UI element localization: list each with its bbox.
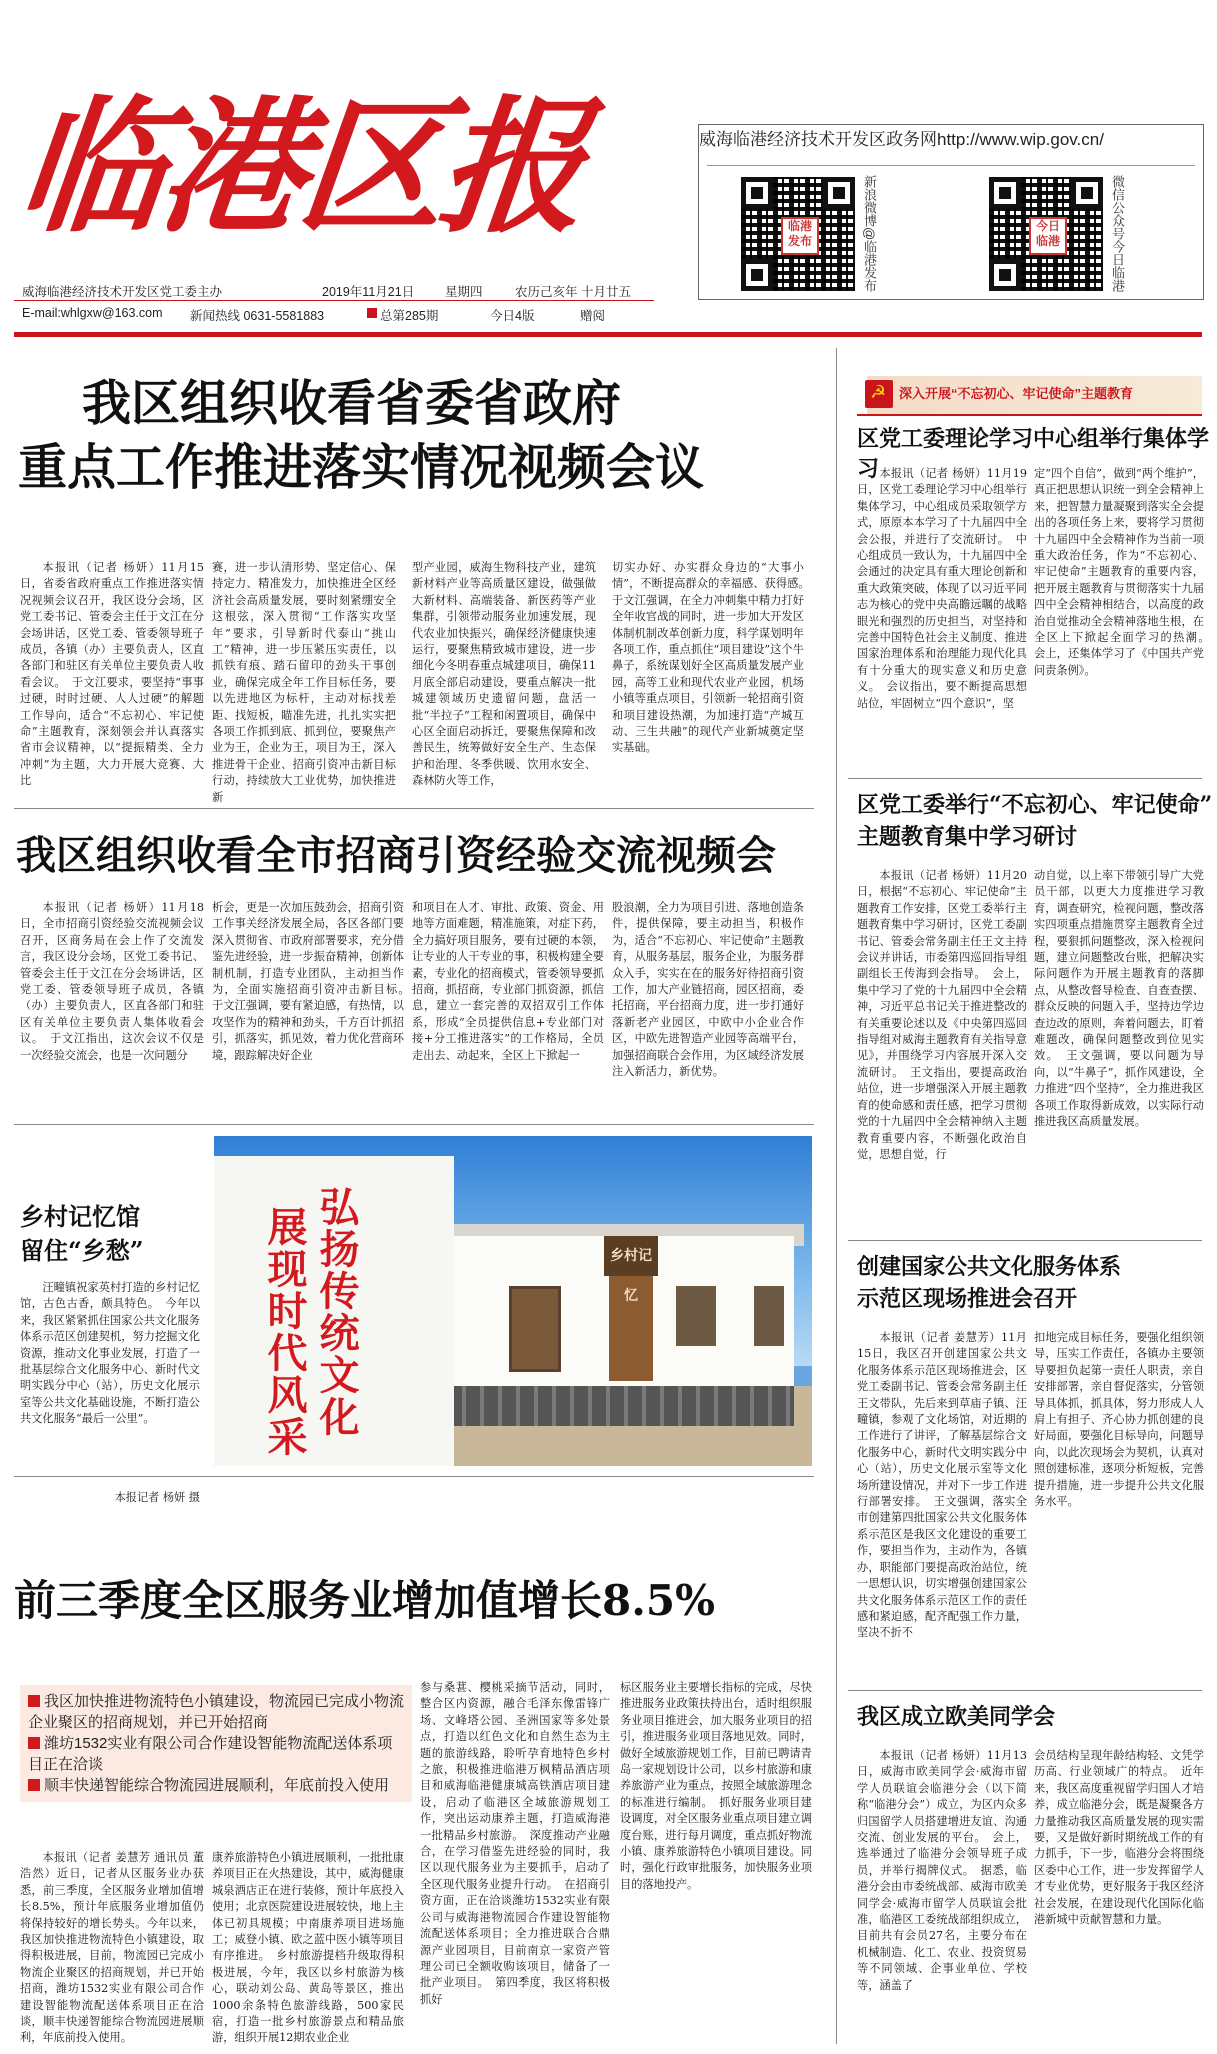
gov-site-box xyxy=(698,124,1204,300)
photo-slogan-left: 展现时代风采 xyxy=(261,1206,308,1458)
publisher-org: 威海临港经济技术开发区党工委主办 xyxy=(22,285,223,299)
photo-slogan-right: 弘扬传统文化 xyxy=(313,1186,360,1438)
issue-date: 2019年11月21日 xyxy=(322,285,415,299)
sidebar-article4-column: 会员结构呈现年龄结构轻、文凭学历高、行业领域广的特点。 近年来，我区高度重视留学归国人才培养，成立临港分会，既是凝聚各方力量推动我区高质量发展的现实需要，又是做好新时期统战工作的有力抓手，下一步，临港分会将围绕区委中心工作，进一步发挥留学人才专业优势，更好服务于我区经济社会发展，在建设现代化国际化临港新城中贡献智慧和力量。 xyxy=(1034,1749,1204,1927)
sidebar-article4-column: 本报讯（记者 杨妍）11月13日，威海市欧美同学会·威海市留学人员联谊会临港分会（以下简称“临港分会”）成立，为区内众多归国留学人员搭建增进友谊、沟通交流、创业发展的平台。 会上，选举通过了临港分会领导班子成员，并举行揭牌仪式。 据悉，临港分会由市委统战部、威海市欧美同学会·威海市留学人员联谊会批准，临港区工委统战部组织成立，目前共有会员27名，主要分布在机械制造、化工、农业、投资贸易等不同领域、企事业单位、学校等，涵盖了 xyxy=(857,1749,1027,1992)
article2-column: 和项目在人才、审批、政策、资金、用地等方面难题，精准施策，对症下药，全力搞好项目服务，要有过硬的本领，让专业的人干专业的事，积极构建全要素，专业化的招商模式，管委领导要抓招商，抓招商，专业部门抓资源，抓信息，建立一套完善的双招双引工作体系，形成“全员提供信息+专业部门对接+分工推进落实”的工作格局，全员走出去、动起来，全区上下掀起一 xyxy=(412,901,604,1062)
sidebar-article2-headline-line1[interactable]: 区党工委举行“不忘初心、牢记使命” xyxy=(857,792,1213,818)
article1-headline-line1[interactable]: 我区组织收看省委省政府 xyxy=(82,374,622,432)
sidebar-article3-column: 本报讯（记者 姜慧芳）11月15日，我区召开创建国家公共文化服务体系示范区现场推进会，区党工委副书记、管委会常务副主任王文带队，先后来到草庙子镇、汪疃镇，参观了文化场馆，对近期的工作进行了讲评，了解基层综合文化服务中心，新时代文明实践分中心（站），历史文化展示室等文化场所建设情况，并对下一步工作进行部署安排。 王文强调，落实全市创建第四批国家公共文化服务体系示范区是我区文化建设的重要工作，要担当作为，主动作为，各镇办，职能部门要提高政治站位，统一思想认识，切实增强创建国家公共文化服务体系示范区工作的责任感和紧迫感，配齐配强工作力量，坚决不折不 xyxy=(857,1331,1027,1640)
sidebar-divider xyxy=(848,778,1202,779)
article1-column: 型产业园，威海生物科技产业，建筑新材料产业等高质量区建设，做强做大新材料、高端装备、新医药等产业集群，引领带动服务业加速发展，现代农业加快振兴，确保经济健康快速运行，要聚焦精致城市建设，进一步细化今冬明春重点城建项目，确保11月底全部启动建设，要重点解决一批城建领域历史遗留问题，盘活一批“半拉子”工程和闲置项目，确保中心区全面启动拆迁，要聚焦保障和改善民生，统筹做好安全生产、生态保护和治理、冬季供暖、饮用水安全、森林防火等工作， xyxy=(412,561,596,788)
bullet-square-icon xyxy=(28,1695,40,1707)
wechat-qr-caption: 微信公众号今日临港 xyxy=(1110,175,1125,292)
sidebar-article2-column: 本报讯（记者 杨妍）11月20日，根据“不忘初心、牢记使命”主题教育工作安排，区党工委举行主题教育集中学习研讨，区党工委副书记、管委会常务副主任王文主持会议并讲话，市委第四巡回指导组副组长王传海到会指导。 会上，集中学习了党的十九届四中全会精神，习近平总书记关于推进整改的有关重要论述以及《中央第四巡回指导组对威海主题教育有关指导意见》，并围绕学习内容展开深入交流研讨。 王文指出，要提高政治站位，进一步增强深入开展主题教育的使命感和责任感，把学习贯彻党的十九届四中全会精神纳入主题教育重要内容，不断强化政治自觉，思想自觉，行 xyxy=(857,869,1027,1161)
article2-column: 析会，更是一次加压鼓劲会，招商引资工作事关经济发展全局，各区各部门要深入贯彻省、市政府部署要求，充分借鉴先进经验，进一步振奋精神，创新体制机制，打造专业团队，主动担当作为，全面实施招商引资冲击新目标。 于文江强调，要有紧迫感，有热情，以攻坚作为的精神和劲头，千方百计抓招引，抓落实，抓见效，着力优化营商环境，跟踪解决好企业 xyxy=(212,901,416,1062)
sidebar-article3-headline-line2[interactable]: 示范区现场推进会召开 xyxy=(857,1286,1078,1312)
sidebar-article1-headline[interactable]: 区党工委理论学习中心组举行集体学习 xyxy=(857,426,1210,482)
photo-feature-title-line1: 乡村记忆馆 xyxy=(20,1202,140,1231)
house-plaque: 乡村记忆 xyxy=(604,1236,658,1276)
sidebar-article1-column: 本报讯（记者 杨妍）11月19日，区党工委理论学习中心组举行集体学习，中心组成员采取领学方式，原原本本学习了十九届四中全会公报，并进行了交流研讨。 中心组成员一致认为，十九届四中全会通过的决定具有重大理论创新和重大政策突破，体现了以习近平同志为核心的党中央高瞻远瞩的战略眼光和强烈的历史担当，对坚持和完善中国特色社会主义制度、推进国家治理体系和治理能力现代化具有十分重大的现实意义和历史意义。 会议指出，要不断提高思想站位，牢固树立“四个意识”，坚 xyxy=(857,467,1027,710)
photo-feature-title-line2: 留住“乡愁” xyxy=(20,1236,144,1265)
article3-column: 康养旅游特色小镇进展顺利，一批批康养项目正在火热建设，其中，威海健康城泉酒店正在进行装修，预计年底投入使用；北京医院建设进展较快，地上主体已初具规模；中南康养项目进场施工；威登小镇、欧之蓝中医小镇等项目有序推进。 乡村旅游提档升级取得积极进展，今年，我区以乡村旅游为核心，联动刘公岛、黄岛等景区，推出1000余条特色旅游线路，500家民宿，打造一批乡村旅游景点和精品旅游，组织开展12期农业企业 xyxy=(212,1851,404,2045)
photo-feature-sidebar xyxy=(20,1200,200,1506)
masthead-rule xyxy=(14,332,1202,337)
sidebar-article3-headline-line1[interactable]: 创建国家公共文化服务体系 xyxy=(857,1254,1122,1280)
issue-marker-icon xyxy=(367,308,377,318)
article1-column: 赛，进一步认清形势、坚定信心、保持定力、精准发力，加快推进全区经济社会高质量发展，要时刻紧绷安全这根弦，深入贯彻“工作落实攻坚年”要求，引导新时代泰山“挑山工”精神，进一步压紧压实责任，以抓铁有痕、踏石留印的劲头干事创业，确保完成全年工作目标任务，要以先进地区为标杆，主动对标找差距、找短板，瞄准先进，扎扎实实把各项工作抓到底、抓到位，要聚焦产业为王，企业为王，项目为王，深入推进骨干企业、招商引资冲击新目标行动，持续放大工业优势，加快推进新 xyxy=(212,561,396,804)
sidebar-divider xyxy=(848,1690,1202,1691)
weibo-qr-logo: 临港发布 xyxy=(781,217,819,255)
wechat-qr-logo: 今日临港 xyxy=(1029,217,1067,255)
sidebar-divider xyxy=(848,1240,1202,1241)
gov-site-url[interactable]: 威海临港经济技术开发区政务网http://www.wip.gov.cn/ xyxy=(699,130,1104,149)
sidebar-article2-column: 动自觉，以上率下带领引导广大党员干部，以更大力度推进学习教育，调查研究，检视问题，整改落实四项重点措施贯穿主题教育全过程，要狠抓问题整改，深入检视问题，建立问题整改台账，把解决实际问题作为开展主题教育的落脚点，从整改督导检查、自查查摆、群众反映的问题入手，坚持边学边查边改的原则，奔着问题去，盯着难题改，确保问题整改到位见实效。 王文强调，要以问题为导向，以“牛鼻子”，抓作风建设，全力推进“四个坚持”，全力推进我区各项工作取得新成效，以实际行动推进我区高质量发展。 xyxy=(1034,869,1204,1129)
issue-weekday: 星期四 xyxy=(445,285,483,299)
news-hotline: 新闻热线 0631-5581883 xyxy=(190,309,325,323)
article2-column: 本报讯（记者 杨妍）11月18日，全市招商引资经验交流视频会议召开，区商务局在会上作了交流发言，我区设分会场，区党工委书记、管委会主任于文江在分会场讲话，区党工委、管委领导班子成员，各镇（办）主要负责人，区直各部门和驻区有关单位主要负责人集体收看会议。 于文江指出，这次会议不仅是一次经验交流会，也是一次问题分 xyxy=(20,901,204,1062)
article3-highlights xyxy=(20,1685,412,1802)
issue-number: 总第285期 xyxy=(380,309,439,323)
page-count: 今日4版 xyxy=(490,309,535,323)
newspaper-title: 临港区报 xyxy=(11,82,590,253)
photo-credit: 本报记者 杨妍 摄 xyxy=(114,1491,200,1504)
weibo-qr-caption: 新浪微博@临港发布 xyxy=(862,175,877,293)
article3-column: 本报讯（记者 姜慧芳 通讯员 董浩然）近日，记者从区服务业办获悉，前三季度，全区服务业增加值增长8.5%，预计年底服务业增加值仍将保持较好的增长势头。今年以来，我区加快推进物流特色小镇建设，取得积极进展，目前，物流园已完成小物流企业聚区的招商规划，并已开始招商，潍坊1532实业有限公司合作建设智能物流配送体系项目正在洽谈，顺丰快递智能综合物流园进展顺利，年底前投入使用。 xyxy=(20,1851,204,2045)
weibo-qr-code[interactable] xyxy=(741,177,855,291)
highlight-item: 顺丰快递智能综合物流园进展顺利，年底前投入使用 xyxy=(28,1775,404,1796)
highlight-item: 我区加快推进物流特色小镇建设，物流园已完成小物流企业聚区的招商规划，并已开始招商 xyxy=(28,1693,405,1731)
theme-education-banner xyxy=(857,376,1202,416)
contact-email[interactable]: E-mail:whlgxw@163.com xyxy=(22,306,163,320)
bullet-square-icon xyxy=(28,1737,40,1749)
price-label: 赠阅 xyxy=(580,309,606,323)
culture-museum-photo xyxy=(214,1136,812,1466)
wechat-qr-code[interactable] xyxy=(989,177,1103,291)
sidebar-article3-column: 扣地完成目标任务，要强化组织领导，压实工作责任，各镇办主要领导要担负起第一责任人职责，亲自安排部署，亲自督促落实，分管领导具体抓，抓具体，努力形成人人肩上有担子、齐心协力抓创建的良好局面，要强化目标导向，问题导向，以此次现场会为契机，认真对照创建标准，逐项分析短板，完善提升措施，进一步提升公共文化服务水平。 xyxy=(1034,1331,1204,1509)
sidebar-article1-column: 定“四个自信”，做到“两个维护”，真正把思想认识统一到全会精神上来，把智慧力量凝聚到落实全会提出的各项任务上来，要将学习贯彻十九届四中全会精神作为当前一项重大政治任务，作为“不忘初心、牢记使命”主题教育的重要内容，把开展主题教育与贯彻落实十九届四中全会精神相结合，以高度的政治自觉推动全会精神落地生根，在全区上下掀起全面学习的热潮。 会上，还集体学习了《中国共产党问责条例》。 xyxy=(1034,467,1216,677)
info-divider xyxy=(14,300,654,301)
article1-column: 本报讯（记者 杨妍）11月15日，省委省政府重点工作推进落实情况视频会议召开，我区设分会场，区党工委书记、管委会主任于文江在分会场讲话，区党工委、管委领导班子成员，各镇（办）主要负责人，区直各部门和驻区有关单位主要负责人收看会议。 于文江要求，要坚持“事事过硬，时时过硬、人人过硬”的解题工作导向，适合“不忘初心、牢记使命”主题教育，深刻领会并认真落实省市会议精神，以“提振精类、全力冲刺”为主题，大力开展大竞赛、大比 xyxy=(20,561,204,788)
lunar-date: 农历己亥年 十月廿五 xyxy=(515,285,631,299)
bullet-square-icon xyxy=(28,1779,40,1791)
article3-column: 标区服务业主要增长指标的完成，尽快推进服务业政策扶持出台，适时组织服务业项目推进会，加大服务业项目的招引，推进服务业项目落地见效。同时，做好全域旅游规划工作，目前已聘请青岛一家规划设计公司，以乡村旅游和康养旅游产业为重点，按照全域旅游理念的标准进行编制。 抓好服务业项目建设调度，对全区服务业重点项目建立调度台账，进行每月调度，重点抓好物流小镇、康养旅游特色小镇项目建设。同时，强化行政审批服务，加快服务业项目的落地投产。 xyxy=(620,1681,812,1891)
photo-caption: 汪疃镇祝家英村打造的乡村记忆馆，古色古香，颇具特色。 今年以来，我区紧紧抓住国家公共文化服务体系示范区创建契机，努力挖掘文化资源，推动文化事业发展，打造了一批基层综合文化服务中心、新时代文明实践分中心（站），历史文化展示室等公共文化基础设施，不断打造公共文化服务“最后一公里”。 xyxy=(20,1281,200,1426)
party-flag-icon xyxy=(865,380,893,408)
section-divider xyxy=(14,1476,814,1477)
section-divider xyxy=(14,808,814,809)
article1-headline-line2[interactable]: 重点工作推进落实情况视频会议 xyxy=(18,438,705,496)
article2-headline[interactable]: 我区组织收看全市招商引资经验交流视频会 xyxy=(16,832,776,879)
article3-headline[interactable]: 前三季度全区服务业增加值增长8.5% xyxy=(14,1576,715,1625)
sidebar-divider xyxy=(836,348,837,2044)
highlight-item: 潍坊1532实业有限公司合作建设智能物流配送体系项目正在洽谈 xyxy=(28,1735,393,1773)
sidebar-article2-headline-line2[interactable]: 主题教育集中学习研讨 xyxy=(857,824,1078,850)
section-divider xyxy=(14,1124,814,1125)
sidebar-article4-headline[interactable]: 我区成立欧美同学会 xyxy=(857,1704,1056,1730)
article3-column: 参与桑葚、樱桃采摘节活动，同时，整合区内资源，融合毛泽东像雷锋广场、文峰塔公园、圣洲国家等多处景点，打造以红色文化和自然生态为主题的旅游线路，聆听孕育地特色乡村之旅，积极推进临港万枫精品酒店项目和威海临港健康城高铁酒店项目建设，启动了临港区全域旅游规划工作，突出运动康养主题，打造威海港一批精品乡村旅游。 深度推动产业融合，在学习借鉴先进经验的同时，我区以现代服务业为主要抓手，启动了全区现代服务业提升行动。 在招商引资方面，正在洽谈潍坊1532实业有限公司与威海港物流园合作建设智能物流配送体系项目；全力推进联合合鼎源产业园项目，目前南京一家资产管理公司已全额收购该项目，储备了一批产业项目。 第四季度，我区将积极抓好 xyxy=(420,1681,610,2006)
banner-text: 深入开展“不忘初心、牢记使命”主题教育 xyxy=(899,386,1134,401)
article1-column: 切实办好、办实群众身边的“大事小情”，不断提高群众的幸福感、获得感。 于文江强调，在全力冲刺集中精力打好全年收官战的同时，进一步加大开发区体制机制改革创新力度，科学谋划明年各项工作，重点抓住“项目建设”这个牛鼻子，系统谋划好全区高质量发展产业园，高等工业和现代农业产业园，机场小镇等重点项目，引领新一轮招商引资和项目建设热潮，为加速打造“产城互动、三生共融”的现代产业新城奠定坚实基础。 xyxy=(612,561,816,755)
article2-column: 股浪潮，全力为项目引进、落地创造条件，提供保障，要主动担当，积极作为，适合“不忘初心、牢记使命”主题教育，从服务基层，服务企业，为服务群众入手，实实在在的服务好待招商引资工作，加大产业链招商，园区招商，委托招商，平台招商力度，进一步打通好落新老产业园区，中欧中小企业合作区，中欧先进智造产业园等高端平台，加强招商联合会作用，为区域经济发展注入新活力，新优势。 xyxy=(612,901,804,1079)
